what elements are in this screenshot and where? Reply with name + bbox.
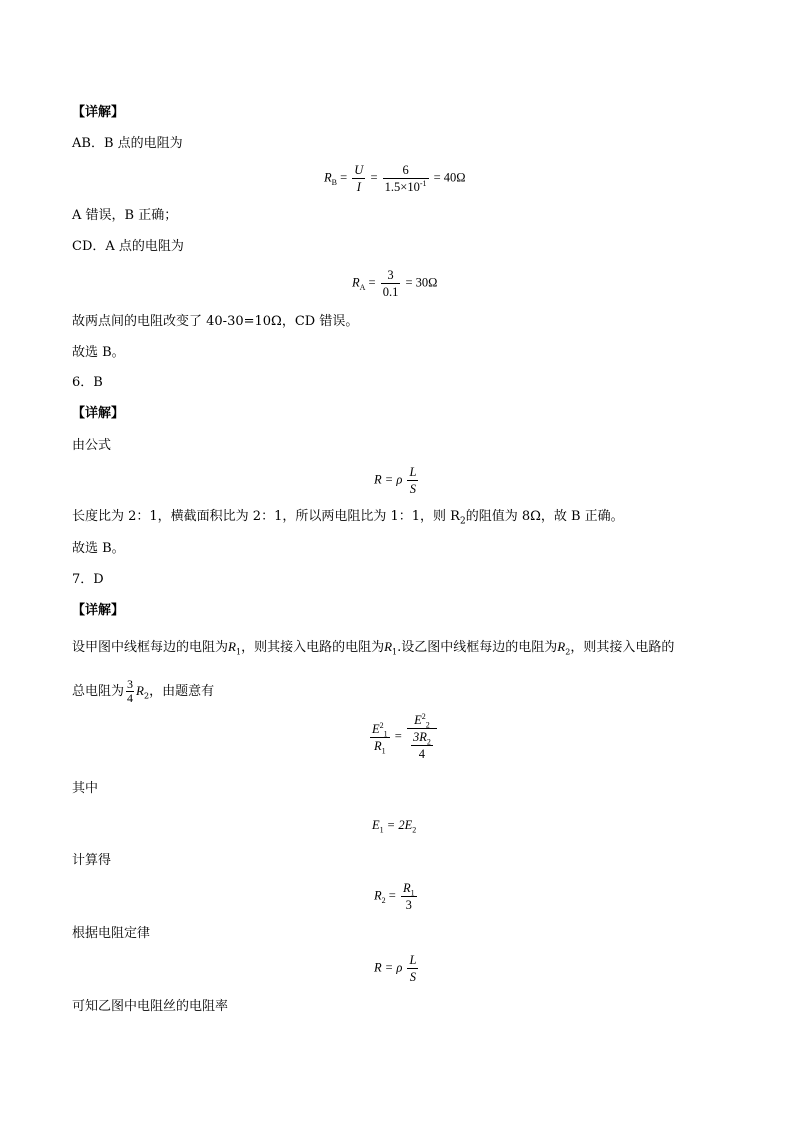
- formula-e1-e2: $E_1 = 2E_2$: [372, 818, 417, 835]
- section-heading-1: 【详解】: [72, 105, 125, 120]
- section-heading-2: 【详解】: [72, 406, 125, 421]
- formula-power-equation: $\frac{E^2_1}{R_1}$ = $\frac{E^2_2}{\frac{3R_2}{4}}$: [368, 713, 439, 761]
- text-resistance-change: 故两点间的电阻改变了 40-30=10Ω，CD 错误。: [72, 314, 359, 329]
- text-q7-answer: 7．D: [72, 572, 104, 587]
- text-calculated: 计算得: [72, 853, 112, 868]
- formula-resistance-law-2: R = ρ $\frac{L}{S}$: [374, 953, 417, 984]
- text-total-resistance: 总电阻为 $\frac{3}{4}$ $R_2$，由题意有: [72, 677, 215, 705]
- text-cd-point-a: CD．A 点的电阻为: [72, 239, 184, 254]
- formula-resistance-law-1: R = ρ $\frac{L}{S}$: [374, 465, 417, 496]
- formula-ra: $R_A$ = $\frac{3}{0.1}$ = 30Ω: [352, 268, 438, 299]
- text-setup-frames: 设甲图中线框每边的电阻为$R_1$，则其接入电路的电阻为$R_1$.设乙图中线框每边的电阻为$R_2$，则其接入电路的: [72, 639, 675, 657]
- text-ab-point-b: AB．B 点的电阻为: [72, 136, 183, 151]
- text-answer-b-2: 故选 B。: [72, 541, 125, 556]
- text-answer-b-1: 故选 B。: [72, 345, 125, 360]
- formula-rb: $R_B$ = $\frac{U}{I}$ = $\frac{6}{1.5\times 10^{-1}}$ = 40Ω: [324, 163, 466, 194]
- text-by-formula: 由公式: [72, 438, 112, 453]
- text-a-wrong: A 错误，B 正确；: [72, 208, 178, 223]
- text-where: 其中: [72, 781, 99, 796]
- text-resistivity: 可知乙图中电阻丝的电阻率: [72, 999, 229, 1014]
- section-heading-3: 【详解】: [72, 603, 125, 618]
- text-resistance-law: 根据电阻定律: [72, 926, 151, 941]
- text-q6-answer: 6．B: [72, 375, 103, 390]
- text-length-ratio: 长度比为 2：1，横截面积比为 2：1，所以两电阻比为 1：1，则 $R_2$的阻值为 8Ω，故 B 正确。: [72, 509, 624, 527]
- formula-r2-r1: $R_2$ = $\frac{R_1}{3}$: [374, 881, 415, 912]
